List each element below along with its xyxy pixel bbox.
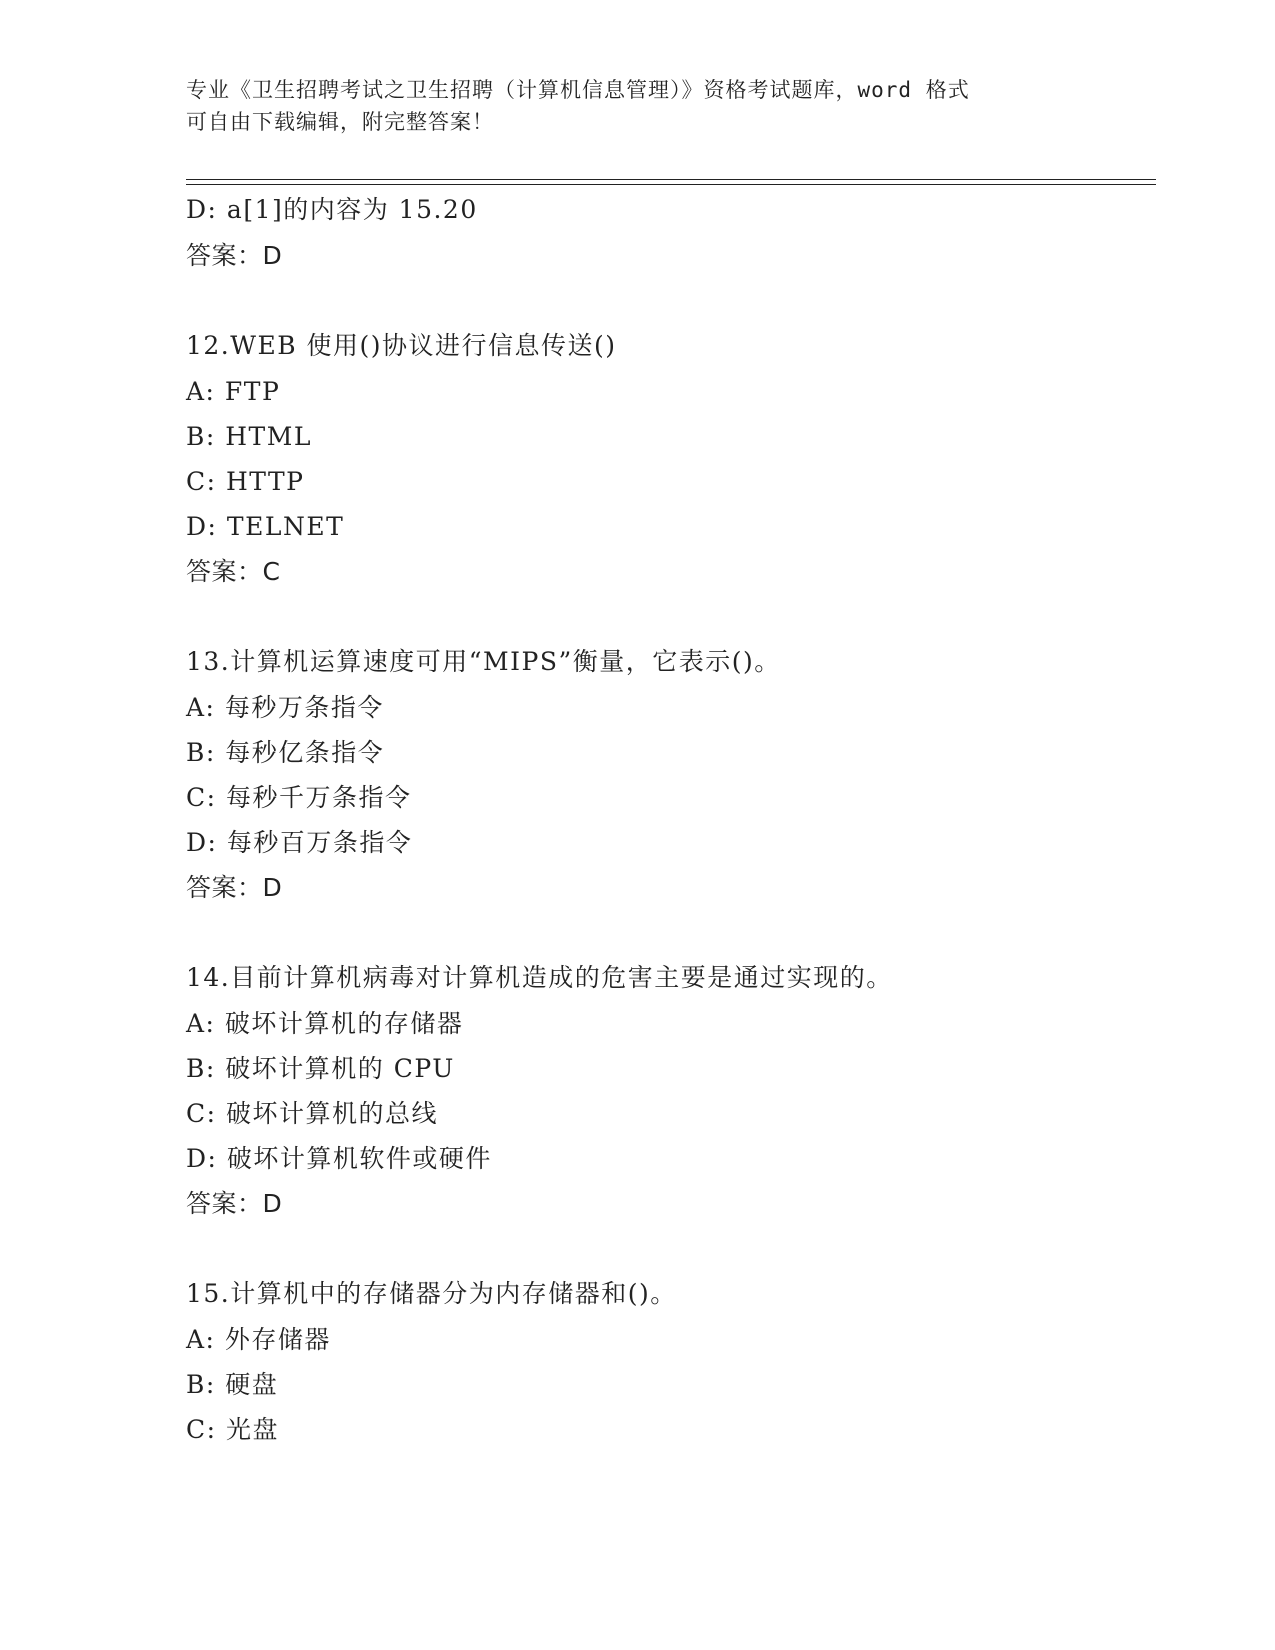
header-line-1: 专业《卫生招聘考试之卫生招聘（计算机信息管理）》资格考试题库，word 格式 bbox=[186, 78, 970, 102]
prev-question-option-d: D: a[1]的内容为 15.20 bbox=[186, 195, 478, 224]
question-14-answer: 答案：D bbox=[186, 1189, 283, 1218]
question-12-option-c: C: HTTP bbox=[186, 467, 305, 496]
question-12-answer: 答案：C bbox=[186, 557, 281, 586]
question-12-option-d: D: TELNET bbox=[186, 512, 345, 541]
question-15-option-c: C: 光盘 bbox=[186, 1415, 279, 1444]
question-12-text: 12.WEB 使用()协议进行信息传送() bbox=[186, 331, 617, 360]
question-14-option-d: D: 破坏计算机软件或硬件 bbox=[186, 1144, 492, 1173]
question-13-option-d: D: 每秒百万条指令 bbox=[186, 828, 413, 857]
question-13-answer: 答案：D bbox=[186, 873, 283, 902]
question-15-option-a: A: 外存储器 bbox=[186, 1325, 331, 1354]
prev-question-answer: 答案：D bbox=[186, 241, 283, 270]
header-divider-bottom bbox=[186, 184, 1156, 185]
question-12-option-b: B: HTML bbox=[186, 422, 312, 451]
question-13-option-c: C: 每秒千万条指令 bbox=[186, 783, 412, 812]
question-14-option-b: B: 破坏计算机的 CPU bbox=[186, 1054, 455, 1083]
question-13-option-a: A: 每秒万条指令 bbox=[186, 693, 384, 722]
question-15-text: 15.计算机中的存储器分为内存储器和()。 bbox=[186, 1279, 677, 1308]
header-divider-top bbox=[186, 179, 1156, 180]
question-13-option-b: B: 每秒亿条指令 bbox=[186, 738, 385, 767]
header-line-2: 可自由下载编辑，附完整答案！ bbox=[186, 110, 494, 134]
question-13-text: 13.计算机运算速度可用“MIPS”衡量，它表示()。 bbox=[186, 647, 781, 676]
question-14-option-c: C: 破坏计算机的总线 bbox=[186, 1099, 438, 1128]
question-15-option-b: B: 硬盘 bbox=[186, 1370, 279, 1399]
question-14-text: 14.目前计算机病毒对计算机造成的危害主要是通过实现的。 bbox=[186, 963, 893, 992]
document-header bbox=[186, 74, 1086, 138]
question-14-option-a: A: 破坏计算机的存储器 bbox=[186, 1009, 464, 1038]
question-12-option-a: A: FTP bbox=[186, 377, 281, 406]
